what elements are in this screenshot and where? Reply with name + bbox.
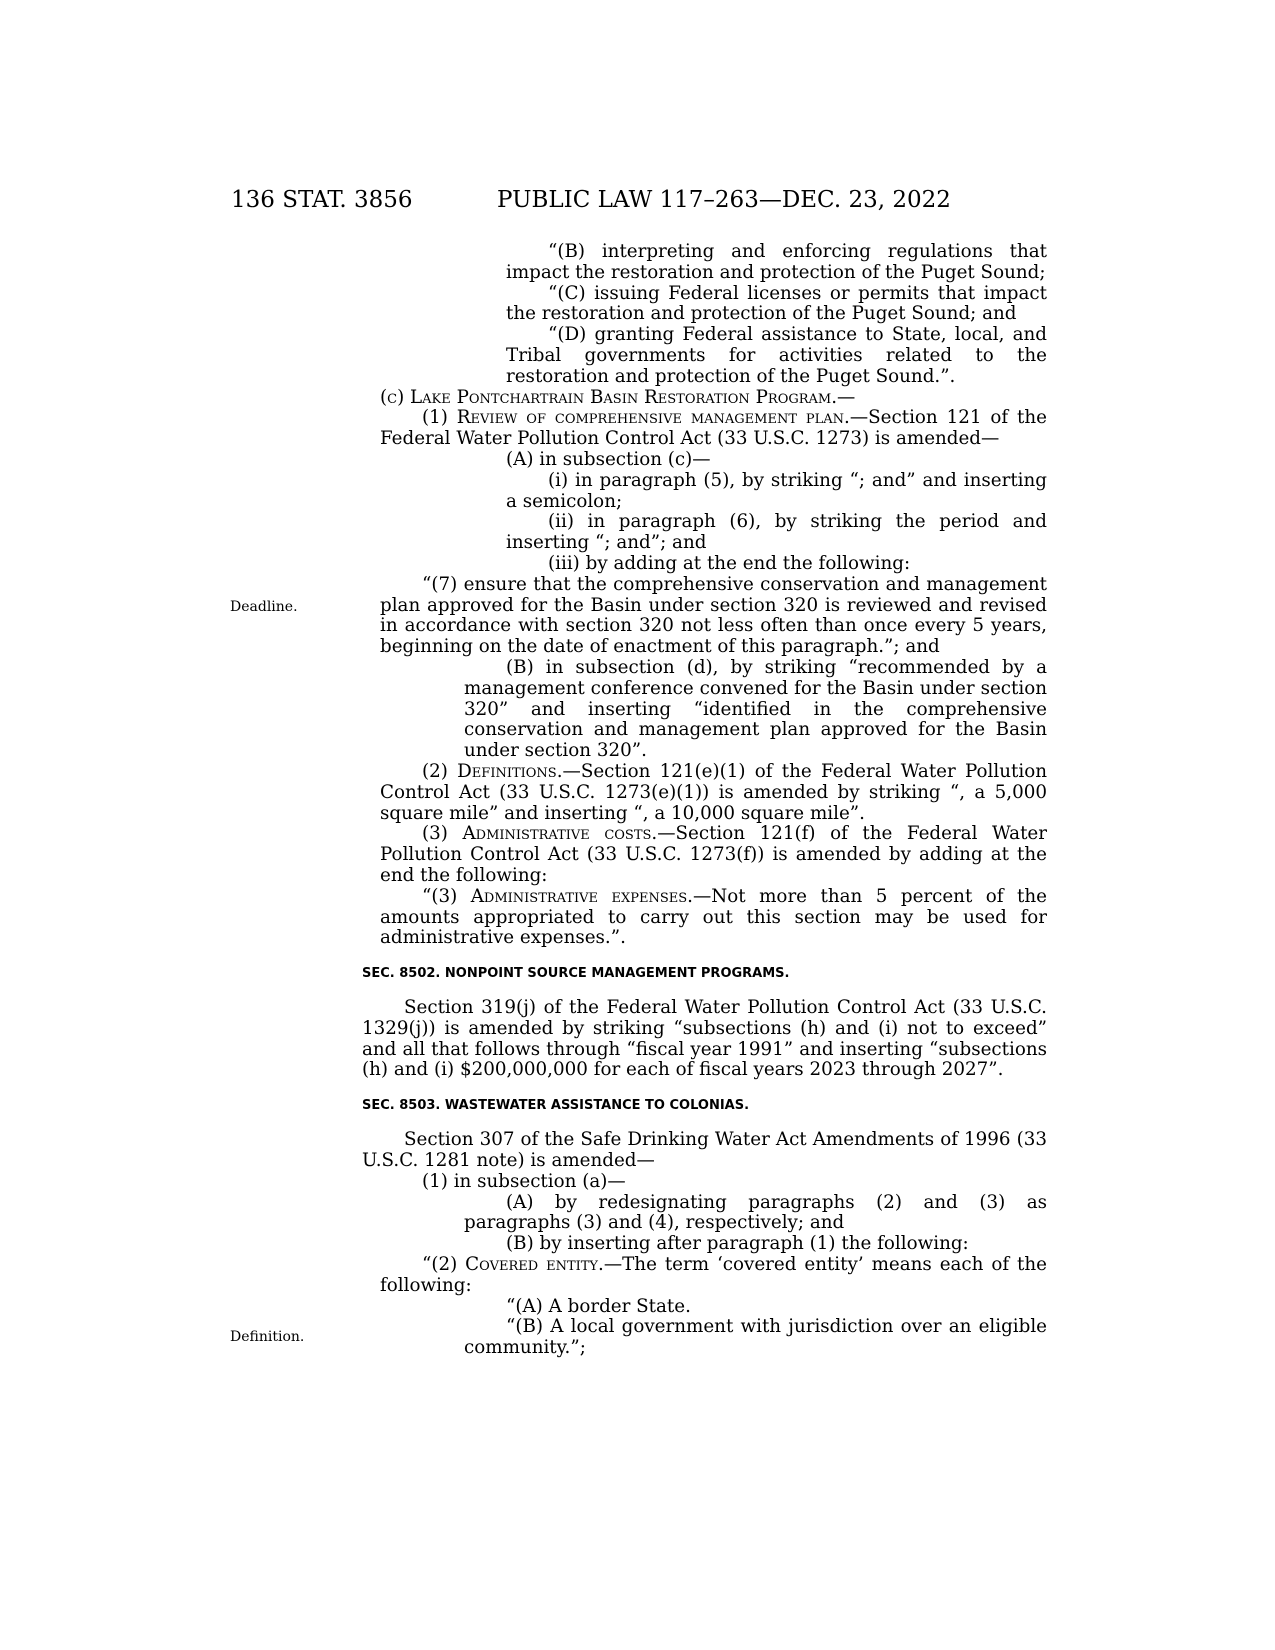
paragraph: Section 319(j) of the Federal Water Pollution Control Act (33 U.S.C. 1329(j)) is amended by striking “subsections (h) and (i) not to exceed” and all that follows through “fiscal year 1991” and inserting “subsections (h) and (i) $200,000,000 for each of fiscal years 2023 through 2027”. [362,997,1047,1081]
paragraph: (A) in subsection (c)— [506,448,711,470]
running-header-title: PUBLIC LAW 117–263—DEC. 23, 2022 [497,187,951,213]
paragraph: “(D) granting Federal assistance to State, local, and Tribal governments for activities related to the restoration and protection of the Puget Sound.”. [506,324,1047,387]
paragraph: (ii) in paragraph (6), by striking the period and inserting “; and”; and [506,511,1047,554]
paragraph: (B) in subsection (d), by striking “recommended by a management conference convened for the Basin under section 320” and inserting “identified in the comprehensive conservation and management plan approved for the Basin under section 320”. [464,656,1047,762]
paragraph-heading: “(3) Administrative expenses. [422,885,693,907]
paragraph: “(C) issuing Federal licenses or permits that impact the restoration and protection of the Puget Sound; and [506,282,1047,325]
document-body [362,241,1048,1359]
paragraph: (A) by redesignating paragraphs (2) and (3) as paragraphs (3) and (4), respectively; and [464,1191,1047,1234]
section-heading-8502: SEC. 8502. NONPOINT SOURCE MANAGEMENT PROGRAMS. [362,966,790,982]
paragraph: “(B) interpreting and enforcing regulations that impact the restoration and protection of the Puget Sound; [506,241,1047,283]
paragraph: “(A) A border State. [506,1295,691,1317]
paragraph-heading: “(2) Covered entity. [422,1254,604,1276]
margin-note-definition: Definition. [230,1329,305,1345]
paragraph: “(B) A local government with jurisdiction over an eligible community.”; [464,1316,1047,1359]
statute-page-reference: 136 STAT. 3856 [231,187,413,213]
paragraph-heading: (1) Review of comprehensive management plan. [422,407,850,429]
paragraph: “(3) Administrative expenses.—Not more than 5 percent of the amounts appropriated to carry out this section may be used for administrative expenses.”. [380,885,1047,949]
paragraph: (iii) by adding at the end the following: [548,552,911,574]
paragraph: (2) Definitions.—Section 121(e)(1) of the Federal Water Pollution Control Act (33 U.S.C. 1273(e)(1)) is amended by striking “, a 5,000 square mile” and inserting “, a 10,000 square mile”. [380,760,1048,824]
section-heading-8503: SEC. 8503. WASTEWATER ASSISTANCE TO COLONIAS. [362,1098,750,1114]
paragraph: (1) Review of comprehensive management plan.—Section 121 of the Federal Water Pollution Control Act (33 U.S.C. 1273) is amended— [380,407,1047,450]
margin-note-deadline: Deadline. [230,599,298,615]
paragraph-heading: (2) Definitions. [422,760,563,782]
paragraph: (1) in subsection (a)— [422,1170,626,1192]
paragraph: (i) in paragraph (5), by striking “; and” and inserting a semicolon; [506,469,1047,512]
paragraph: (3) Administrative costs.—Section 121(f) of the Federal Water Pollution Control Act (33 U.S.C. 1273(f)) is amended by adding at the end the following: [380,823,1047,886]
subsection-heading: (c) Lake Pontchartrain Basin Restoration Program.— [380,386,856,408]
paragraph: (B) by inserting after paragraph (1) the following: [506,1233,969,1255]
paragraph: “(2) Covered entity.—The term ‘covered entity’ means each of the following: [380,1254,1047,1296]
paragraph: Section 307 of the Safe Drinking Water Act Amendments of 1996 (33 U.S.C. 1281 note) is amended— [362,1129,1047,1172]
paragraph: “(7) ensure that the comprehensive conservation and management plan approved for the Basin under section 320 is reviewed and revised in accordance with section 320 not less often than once every 5 years, beginning on the date of enactment of this paragraph.”; and [380,573,1047,658]
paragraph-heading: (3) Administrative costs. [422,823,658,845]
